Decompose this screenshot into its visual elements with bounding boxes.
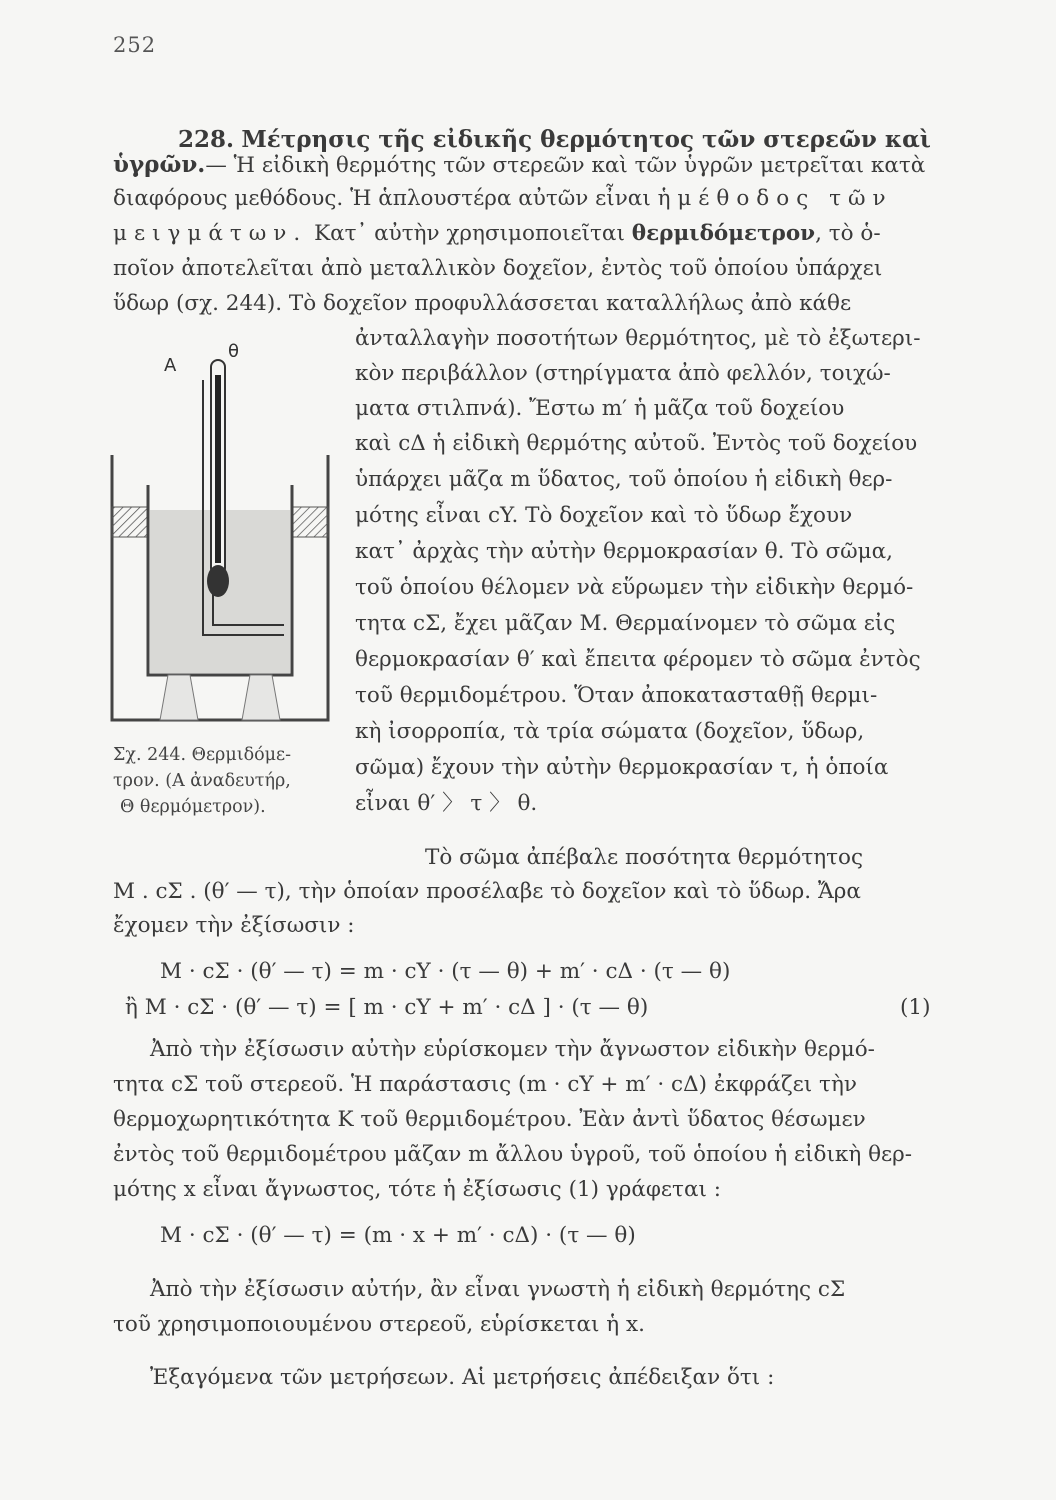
wrap-line-9: τητα cΣ, ἔχει μᾶζαν M. Θερμαίνομεν τὸ σῶμα εἰς: [355, 611, 896, 636]
wrap-line-11: τοῦ θερμιδομέτρου. Ὅταν ἀποκατασταθῇ θερμι-: [355, 683, 878, 708]
equation-3: M · cΣ · (θ′ — τ) = (m · x + m′ · cΔ) · (τ — θ): [160, 1223, 636, 1248]
para2-line-1: Τὸ σῶμα ἀπέβαλε ποσότητα θερμότητος: [425, 845, 863, 870]
para2-line-2: M . cΣ . (θ′ — τ), τὴν ὁποίαν προσέλαβε τὸ δοχεῖον καὶ τὸ ὕδωρ. Ἄρα: [113, 879, 861, 904]
paragraph-line-3: [113, 220, 881, 248]
para3-line-2: τητα cΣ τοῦ στερεοῦ. Ἡ παράστασις (m · cY + m′ · cΔ) ἐκφράζει τὴν: [113, 1072, 857, 1097]
equation-2: ἢ M · cΣ · (θ′ — τ) = [ m · cY + m′ · cΔ ] · (τ — θ): [125, 995, 649, 1020]
wrap-line-2: κὸν περιβάλλον (στηρίγματα ἀπὸ φελλόν, τοιχώ-: [355, 361, 891, 386]
wrap-line-6: μότης εἶναι cY. Τὸ δοχεῖον καὶ τὸ ὕδωρ ἔχουν: [355, 503, 853, 528]
para4-line-2: τοῦ χρησιμοποιουμένου στερεοῦ, εὑρίσκεται ἡ x.: [113, 1312, 645, 1337]
wrap-line-4: καὶ cΔ ἡ εἰδικὴ θερμότης αὐτοῦ. Ἐντὸς τοῦ δοχείου: [355, 431, 918, 456]
para5-line-1: Ἐξαγόμενα τῶν μετρήσεων. Αἱ μετρήσεις ἀπέδειξαν ὅτι :: [150, 1365, 775, 1390]
para3-line-1: Ἀπὸ τὴν ἐξίσωσιν αὐτὴν εὑρίσκομεν τὴν ἄγνωστον εἰδικὴν θερμό-: [150, 1037, 875, 1062]
foot-left: [160, 675, 198, 720]
section-title: Μέτρησις τῆς εἰδικῆς θερμότητος τῶν στερεῶν καὶ: [241, 126, 931, 153]
figure-caption-3: Θ θερμόμετρον).: [120, 797, 266, 817]
text-l3a-spaced: μειγμάτων.: [113, 221, 308, 246]
wrap-line-12: κὴ ἰσορροπία, τὰ τρία σώματα (δοχεῖον, ὕδωρ,: [355, 719, 865, 744]
wrap-line-7: κατ᾽ ἀρχὰς τὴν αὐτὴν θερμοκρασίαν θ. Τὸ σῶμα,: [355, 539, 893, 564]
wrap-line-13: σῶμα) ἔχουν τὴν αὐτὴν θερμοκρασίαν τ, ἡ ὁποία: [355, 755, 889, 780]
label-A: A: [164, 355, 177, 376]
para2-line-3: ἔχομεν τὴν ἐξίσωσιν :: [113, 913, 355, 938]
thermometer-bulb: [207, 565, 229, 597]
text-l3b: Κατ᾽ αὐτὴν χρησιμοποιεῖται: [314, 221, 625, 246]
wrap-line-1: ἀνταλλαγὴν ποσοτήτων θερμότητος, μὲ τὸ ἐξωτερι-: [355, 326, 921, 351]
equation-1: M · cΣ · (θ′ — τ) = m · cY · (τ — θ) + m′ · cΔ · (τ — θ): [160, 959, 731, 984]
label-theta: θ: [228, 341, 240, 362]
para3-line-3: θερμοχωρητικότητα K τοῦ θερμιδομέτρου. Ἐὰν ἀντὶ ὕδατος θέσωμεν: [113, 1107, 866, 1132]
paragraph-line-1: [113, 151, 925, 180]
cork-support-left: [112, 507, 148, 537]
para3-line-4: ἐντὸς τοῦ θερμιδομέτρου μᾶζαν m ἄλλου ὑγροῦ, τοῦ ὁποίου ἡ εἰδικὴ θερ-: [113, 1142, 913, 1167]
equation-2-number: (1): [900, 995, 931, 1020]
text-l2b-spaced: μέθοδος τῶν: [677, 186, 893, 211]
wrap-line-14: εἶναι θ′ 〉 τ 〉 θ.: [355, 791, 538, 816]
cork-support-right: [292, 507, 328, 537]
paragraph-line-4: ποῖον ἀποτελεῖται ἀπὸ μεταλλικὸν δοχεῖον, ἐντὸς τοῦ ὁποίου ὑπάρχει: [113, 256, 883, 281]
para3-line-5: μότης x εἶναι ἄγνωστος, τότε ἡ ἐξίσωσις (1) γράφεται :: [113, 1177, 721, 1202]
section-heading-line1: [178, 126, 931, 154]
figure-caption-2: τρον. (Α ἀναδευτήρ,: [113, 771, 291, 791]
para4-line-1: Ἀπὸ τὴν ἐξίσωσιν αὐτήν, ἂν εἶναι γνωστὴ ἡ εἰδικὴ θερμότης cΣ: [150, 1277, 846, 1302]
wrap-line-3: ματα στιλπνά). Ἔστω m′ ἡ μᾶζα τοῦ δοχείου: [355, 396, 845, 421]
text-l3d: , τὸ ὁ-: [815, 221, 881, 246]
wrap-line-5: ὑπάρχει μᾶζα m ὕδατος, τοῦ ὁποίου ἡ εἰδικὴ θερ-: [355, 467, 893, 492]
paragraph-line-2: [113, 185, 893, 213]
section-number: 228.: [178, 126, 235, 153]
text-l1: — Ἡ εἰδικὴ θερμότης τῶν στερεῶν καὶ τῶν ὑγρῶν μετρεῖται κατὰ: [205, 153, 926, 178]
term-thermidometron: θερμιδόμετρον: [631, 221, 816, 246]
text-l2a: διαφόρους μεθόδους. Ἡ ἁπλουστέρα αὐτῶν εἶναι ἡ: [113, 186, 671, 211]
wrap-line-8: τοῦ ὁποίου θέλομεν νὰ εὕρωμεν τὴν εἰδικὴν θερμό-: [355, 575, 914, 600]
paragraph-line-5: ὕδωρ (σχ. 244). Τὸ δοχεῖον προφυλλάσσεται καταλλήλως ἀπὸ κάθε: [113, 291, 852, 316]
foot-right: [242, 675, 280, 720]
figure-caption-1: Σχ. 244. Θερμιδόμε-: [113, 745, 291, 765]
page-number: 252: [113, 33, 157, 57]
calorimeter-figure: [108, 335, 348, 735]
section-title-cont: ὑγρῶν.: [113, 151, 206, 178]
wrap-line-10: θερμοκρασίαν θ′ καὶ ἔπειτα φέρομεν τὸ σῶμα ἐντὸς: [355, 647, 921, 672]
